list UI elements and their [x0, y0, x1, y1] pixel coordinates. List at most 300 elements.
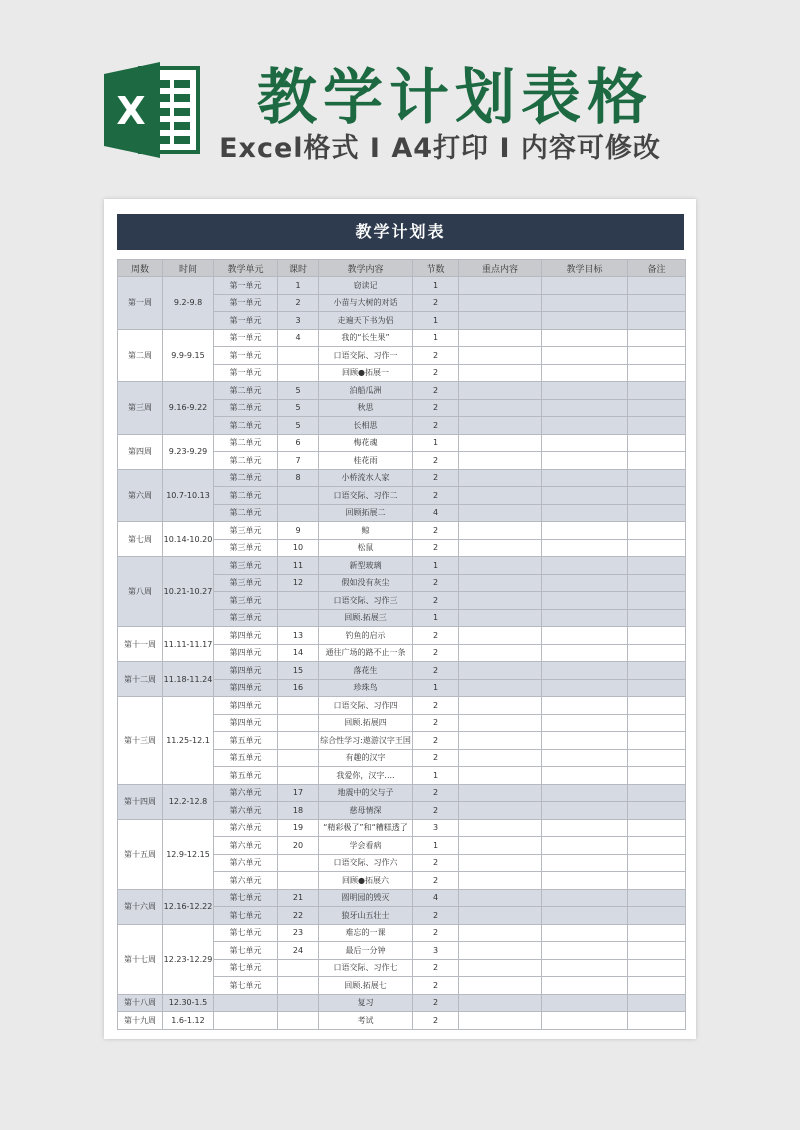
lesson-cell[interactable] — [278, 504, 319, 522]
remark-cell[interactable] — [628, 959, 686, 977]
count-cell[interactable]: 4 — [413, 504, 459, 522]
count-cell[interactable]: 2 — [413, 347, 459, 365]
content-cell[interactable]: 地震中的父与子 — [319, 784, 413, 802]
remark-cell[interactable] — [628, 784, 686, 802]
unit-cell[interactable]: 第六单元 — [214, 819, 278, 837]
count-cell[interactable]: 2 — [413, 732, 459, 750]
goal-cell[interactable] — [542, 592, 628, 610]
content-cell[interactable]: 小苗与大树的对话 — [319, 294, 413, 312]
remark-cell[interactable] — [628, 767, 686, 785]
unit-cell[interactable] — [214, 994, 278, 1012]
goal-cell[interactable] — [542, 732, 628, 750]
focus-cell[interactable] — [459, 679, 542, 697]
count-cell[interactable]: 2 — [413, 574, 459, 592]
goal-cell[interactable] — [542, 417, 628, 435]
goal-cell[interactable] — [542, 854, 628, 872]
content-cell[interactable]: 有趣的汉字 — [319, 749, 413, 767]
count-cell[interactable]: 2 — [413, 382, 459, 400]
content-cell[interactable]: 落花生 — [319, 662, 413, 680]
goal-cell[interactable] — [542, 872, 628, 890]
focus-cell[interactable] — [459, 434, 542, 452]
unit-cell[interactable]: 第四单元 — [214, 697, 278, 715]
count-cell[interactable]: 1 — [413, 434, 459, 452]
unit-cell[interactable]: 第七单元 — [214, 959, 278, 977]
count-cell[interactable]: 2 — [413, 539, 459, 557]
count-cell[interactable]: 2 — [413, 469, 459, 487]
content-cell[interactable]: “精彩极了”和“糟糕透了 — [319, 819, 413, 837]
content-cell[interactable]: 考试 — [319, 1012, 413, 1030]
goal-cell[interactable] — [542, 994, 628, 1012]
remark-cell[interactable] — [628, 977, 686, 995]
lesson-cell[interactable]: 2 — [278, 294, 319, 312]
remark-cell[interactable] — [628, 994, 686, 1012]
count-cell[interactable]: 2 — [413, 487, 459, 505]
content-cell[interactable]: 综合性学习:遨游汉字王国 — [319, 732, 413, 750]
goal-cell[interactable] — [542, 644, 628, 662]
unit-cell[interactable]: 第二单元 — [214, 452, 278, 470]
week-cell[interactable]: 第二周 — [118, 329, 163, 382]
content-cell[interactable]: 窃读记 — [319, 277, 413, 295]
remark-cell[interactable] — [628, 609, 686, 627]
content-cell[interactable]: 我爱你，汉字.... — [319, 767, 413, 785]
lesson-cell[interactable]: 4 — [278, 329, 319, 347]
unit-cell[interactable]: 第七单元 — [214, 907, 278, 925]
week-cell[interactable]: 第十四周 — [118, 784, 163, 819]
week-cell[interactable]: 第八周 — [118, 557, 163, 627]
focus-cell[interactable] — [459, 889, 542, 907]
lesson-cell[interactable]: 10 — [278, 539, 319, 557]
focus-cell[interactable] — [459, 959, 542, 977]
focus-cell[interactable] — [459, 994, 542, 1012]
focus-cell[interactable] — [459, 574, 542, 592]
unit-cell[interactable] — [214, 1012, 278, 1030]
unit-cell[interactable]: 第一单元 — [214, 312, 278, 330]
remark-cell[interactable] — [628, 294, 686, 312]
goal-cell[interactable] — [542, 924, 628, 942]
remark-cell[interactable] — [628, 469, 686, 487]
lesson-cell[interactable]: 6 — [278, 434, 319, 452]
focus-cell[interactable] — [459, 924, 542, 942]
unit-cell[interactable]: 第四单元 — [214, 662, 278, 680]
focus-cell[interactable] — [459, 277, 542, 295]
focus-cell[interactable] — [459, 417, 542, 435]
focus-cell[interactable] — [459, 522, 542, 540]
lesson-cell[interactable]: 23 — [278, 924, 319, 942]
lesson-cell[interactable] — [278, 959, 319, 977]
focus-cell[interactable] — [459, 872, 542, 890]
content-cell[interactable]: 最后一分钟 — [319, 942, 413, 960]
count-cell[interactable]: 2 — [413, 802, 459, 820]
time-cell[interactable]: 11.18-11.24 — [163, 662, 214, 697]
week-cell[interactable]: 第七周 — [118, 522, 163, 557]
unit-cell[interactable]: 第七单元 — [214, 977, 278, 995]
count-cell[interactable]: 2 — [413, 907, 459, 925]
remark-cell[interactable] — [628, 504, 686, 522]
count-cell[interactable]: 2 — [413, 749, 459, 767]
week-cell[interactable]: 第六周 — [118, 469, 163, 522]
goal-cell[interactable] — [542, 959, 628, 977]
content-cell[interactable]: 复习 — [319, 994, 413, 1012]
lesson-cell[interactable] — [278, 609, 319, 627]
focus-cell[interactable] — [459, 767, 542, 785]
time-cell[interactable]: 10.21-10.27 — [163, 557, 214, 627]
week-cell[interactable]: 第三周 — [118, 382, 163, 435]
focus-cell[interactable] — [459, 312, 542, 330]
count-cell[interactable]: 2 — [413, 697, 459, 715]
time-cell[interactable]: 10.7-10.13 — [163, 469, 214, 522]
lesson-cell[interactable] — [278, 977, 319, 995]
goal-cell[interactable] — [542, 662, 628, 680]
count-cell[interactable]: 1 — [413, 609, 459, 627]
focus-cell[interactable] — [459, 557, 542, 575]
remark-cell[interactable] — [628, 277, 686, 295]
week-cell[interactable]: 第十三周 — [118, 697, 163, 785]
remark-cell[interactable] — [628, 312, 686, 330]
focus-cell[interactable] — [459, 784, 542, 802]
goal-cell[interactable] — [542, 574, 628, 592]
unit-cell[interactable]: 第一单元 — [214, 364, 278, 382]
unit-cell[interactable]: 第三单元 — [214, 539, 278, 557]
unit-cell[interactable]: 第五单元 — [214, 767, 278, 785]
week-cell[interactable]: 第十二周 — [118, 662, 163, 697]
unit-cell[interactable]: 第六单元 — [214, 837, 278, 855]
count-cell[interactable]: 3 — [413, 819, 459, 837]
lesson-cell[interactable]: 8 — [278, 469, 319, 487]
time-cell[interactable]: 11.11-11.17 — [163, 627, 214, 662]
unit-cell[interactable]: 第七单元 — [214, 942, 278, 960]
goal-cell[interactable] — [542, 329, 628, 347]
focus-cell[interactable] — [459, 732, 542, 750]
unit-cell[interactable]: 第四单元 — [214, 627, 278, 645]
unit-cell[interactable]: 第二单元 — [214, 469, 278, 487]
remark-cell[interactable] — [628, 924, 686, 942]
focus-cell[interactable] — [459, 802, 542, 820]
lesson-cell[interactable] — [278, 714, 319, 732]
content-cell[interactable]: 我的“长生果” — [319, 329, 413, 347]
lesson-cell[interactable] — [278, 854, 319, 872]
remark-cell[interactable] — [628, 714, 686, 732]
unit-cell[interactable]: 第六单元 — [214, 872, 278, 890]
focus-cell[interactable] — [459, 697, 542, 715]
time-cell[interactable]: 9.16-9.22 — [163, 382, 214, 435]
count-cell[interactable]: 2 — [413, 977, 459, 995]
remark-cell[interactable] — [628, 749, 686, 767]
remark-cell[interactable] — [628, 382, 686, 400]
lesson-cell[interactable]: 24 — [278, 942, 319, 960]
unit-cell[interactable]: 第三单元 — [214, 522, 278, 540]
remark-cell[interactable] — [628, 837, 686, 855]
content-cell[interactable]: 慈母情深 — [319, 802, 413, 820]
count-cell[interactable]: 1 — [413, 837, 459, 855]
goal-cell[interactable] — [542, 837, 628, 855]
goal-cell[interactable] — [542, 819, 628, 837]
remark-cell[interactable] — [628, 872, 686, 890]
content-cell[interactable]: 长相思 — [319, 417, 413, 435]
count-cell[interactable]: 2 — [413, 959, 459, 977]
count-cell[interactable]: 1 — [413, 679, 459, 697]
content-cell[interactable]: 走遍天下书为侣 — [319, 312, 413, 330]
goal-cell[interactable] — [542, 487, 628, 505]
lesson-cell[interactable] — [278, 1012, 319, 1030]
lesson-cell[interactable] — [278, 732, 319, 750]
lesson-cell[interactable]: 13 — [278, 627, 319, 645]
remark-cell[interactable] — [628, 399, 686, 417]
week-cell[interactable]: 第十七周 — [118, 924, 163, 994]
unit-cell[interactable]: 第二单元 — [214, 487, 278, 505]
lesson-cell[interactable]: 5 — [278, 417, 319, 435]
remark-cell[interactable] — [628, 644, 686, 662]
lesson-cell[interactable]: 15 — [278, 662, 319, 680]
goal-cell[interactable] — [542, 784, 628, 802]
goal-cell[interactable] — [542, 294, 628, 312]
lesson-cell[interactable] — [278, 347, 319, 365]
count-cell[interactable]: 2 — [413, 417, 459, 435]
lesson-cell[interactable]: 9 — [278, 522, 319, 540]
goal-cell[interactable] — [542, 889, 628, 907]
count-cell[interactable]: 4 — [413, 889, 459, 907]
unit-cell[interactable]: 第四单元 — [214, 644, 278, 662]
time-cell[interactable]: 12.9-12.15 — [163, 819, 214, 889]
remark-cell[interactable] — [628, 854, 686, 872]
focus-cell[interactable] — [459, 469, 542, 487]
lesson-cell[interactable] — [278, 749, 319, 767]
goal-cell[interactable] — [542, 504, 628, 522]
goal-cell[interactable] — [542, 714, 628, 732]
goal-cell[interactable] — [542, 399, 628, 417]
time-cell[interactable]: 9.23-9.29 — [163, 434, 214, 469]
content-cell[interactable]: 通往广场的路不止一条 — [319, 644, 413, 662]
content-cell[interactable]: 新型玻璃 — [319, 557, 413, 575]
unit-cell[interactable]: 第六单元 — [214, 784, 278, 802]
remark-cell[interactable] — [628, 662, 686, 680]
remark-cell[interactable] — [628, 417, 686, 435]
week-cell[interactable]: 第十八周 — [118, 994, 163, 1012]
time-cell[interactable]: 10.14-10.20 — [163, 522, 214, 557]
count-cell[interactable]: 2 — [413, 994, 459, 1012]
lesson-cell[interactable]: 22 — [278, 907, 319, 925]
lesson-cell[interactable]: 20 — [278, 837, 319, 855]
focus-cell[interactable] — [459, 294, 542, 312]
unit-cell[interactable]: 第六单元 — [214, 854, 278, 872]
count-cell[interactable]: 2 — [413, 854, 459, 872]
remark-cell[interactable] — [628, 697, 686, 715]
week-cell[interactable]: 第十一周 — [118, 627, 163, 662]
goal-cell[interactable] — [542, 452, 628, 470]
content-cell[interactable]: 假如没有灰尘 — [319, 574, 413, 592]
focus-cell[interactable] — [459, 907, 542, 925]
goal-cell[interactable] — [542, 539, 628, 557]
unit-cell[interactable]: 第一单元 — [214, 329, 278, 347]
count-cell[interactable]: 2 — [413, 924, 459, 942]
remark-cell[interactable] — [628, 522, 686, 540]
unit-cell[interactable]: 第二单元 — [214, 382, 278, 400]
lesson-cell[interactable]: 12 — [278, 574, 319, 592]
focus-cell[interactable] — [459, 837, 542, 855]
lesson-cell[interactable]: 17 — [278, 784, 319, 802]
remark-cell[interactable] — [628, 487, 686, 505]
lesson-cell[interactable]: 7 — [278, 452, 319, 470]
week-cell[interactable]: 第十九周 — [118, 1012, 163, 1030]
count-cell[interactable]: 3 — [413, 942, 459, 960]
remark-cell[interactable] — [628, 434, 686, 452]
focus-cell[interactable] — [459, 399, 542, 417]
count-cell[interactable]: 2 — [413, 872, 459, 890]
content-cell[interactable]: 圆明园的毁灭 — [319, 889, 413, 907]
content-cell[interactable]: 泊船瓜洲 — [319, 382, 413, 400]
focus-cell[interactable] — [459, 382, 542, 400]
lesson-cell[interactable]: 11 — [278, 557, 319, 575]
content-cell[interactable]: 钓鱼的启示 — [319, 627, 413, 645]
remark-cell[interactable] — [628, 557, 686, 575]
content-cell[interactable]: 学会看病 — [319, 837, 413, 855]
remark-cell[interactable] — [628, 942, 686, 960]
time-cell[interactable]: 9.2-9.8 — [163, 277, 214, 330]
time-cell[interactable]: 1.6-1.12 — [163, 1012, 214, 1030]
content-cell[interactable]: 松鼠 — [319, 539, 413, 557]
focus-cell[interactable] — [459, 329, 542, 347]
lesson-cell[interactable] — [278, 767, 319, 785]
remark-cell[interactable] — [628, 732, 686, 750]
focus-cell[interactable] — [459, 452, 542, 470]
count-cell[interactable]: 2 — [413, 592, 459, 610]
time-cell[interactable]: 9.9-9.15 — [163, 329, 214, 382]
goal-cell[interactable] — [542, 679, 628, 697]
content-cell[interactable]: 回顾.拓展四 — [319, 714, 413, 732]
goal-cell[interactable] — [542, 942, 628, 960]
goal-cell[interactable] — [542, 312, 628, 330]
lesson-cell[interactable]: 3 — [278, 312, 319, 330]
time-cell[interactable]: 12.23-12.29 — [163, 924, 214, 994]
focus-cell[interactable] — [459, 487, 542, 505]
remark-cell[interactable] — [628, 539, 686, 557]
count-cell[interactable]: 2 — [413, 784, 459, 802]
unit-cell[interactable]: 第五单元 — [214, 732, 278, 750]
lesson-cell[interactable]: 21 — [278, 889, 319, 907]
week-cell[interactable]: 第十五周 — [118, 819, 163, 889]
unit-cell[interactable]: 第一单元 — [214, 294, 278, 312]
content-cell[interactable]: 回顾拓展二 — [319, 504, 413, 522]
time-cell[interactable]: 12.30-1.5 — [163, 994, 214, 1012]
count-cell[interactable]: 1 — [413, 277, 459, 295]
goal-cell[interactable] — [542, 1012, 628, 1030]
count-cell[interactable]: 2 — [413, 627, 459, 645]
unit-cell[interactable]: 第三单元 — [214, 592, 278, 610]
focus-cell[interactable] — [459, 1012, 542, 1030]
content-cell[interactable]: 口语交际、习作三 — [319, 592, 413, 610]
lesson-cell[interactable]: 19 — [278, 819, 319, 837]
content-cell[interactable]: 难忘的一课 — [319, 924, 413, 942]
remark-cell[interactable] — [628, 574, 686, 592]
goal-cell[interactable] — [542, 382, 628, 400]
count-cell[interactable]: 1 — [413, 312, 459, 330]
goal-cell[interactable] — [542, 469, 628, 487]
focus-cell[interactable] — [459, 942, 542, 960]
unit-cell[interactable]: 第五单元 — [214, 749, 278, 767]
focus-cell[interactable] — [459, 854, 542, 872]
goal-cell[interactable] — [542, 767, 628, 785]
count-cell[interactable]: 2 — [413, 522, 459, 540]
count-cell[interactable]: 2 — [413, 1012, 459, 1030]
remark-cell[interactable] — [628, 329, 686, 347]
goal-cell[interactable] — [542, 364, 628, 382]
goal-cell[interactable] — [542, 697, 628, 715]
lesson-cell[interactable] — [278, 487, 319, 505]
week-cell[interactable]: 第十六周 — [118, 889, 163, 924]
remark-cell[interactable] — [628, 889, 686, 907]
count-cell[interactable]: 2 — [413, 644, 459, 662]
time-cell[interactable]: 12.2-12.8 — [163, 784, 214, 819]
remark-cell[interactable] — [628, 347, 686, 365]
goal-cell[interactable] — [542, 347, 628, 365]
content-cell[interactable]: 小桥流水人家 — [319, 469, 413, 487]
count-cell[interactable]: 2 — [413, 662, 459, 680]
content-cell[interactable]: 珍珠鸟 — [319, 679, 413, 697]
unit-cell[interactable]: 第七单元 — [214, 889, 278, 907]
focus-cell[interactable] — [459, 627, 542, 645]
remark-cell[interactable] — [628, 679, 686, 697]
lesson-cell[interactable]: 5 — [278, 382, 319, 400]
goal-cell[interactable] — [542, 609, 628, 627]
content-cell[interactable]: 口语交际、习作一 — [319, 347, 413, 365]
focus-cell[interactable] — [459, 592, 542, 610]
goal-cell[interactable] — [542, 434, 628, 452]
goal-cell[interactable] — [542, 977, 628, 995]
lesson-cell[interactable]: 18 — [278, 802, 319, 820]
count-cell[interactable]: 2 — [413, 714, 459, 732]
goal-cell[interactable] — [542, 522, 628, 540]
count-cell[interactable]: 2 — [413, 452, 459, 470]
count-cell[interactable]: 2 — [413, 364, 459, 382]
focus-cell[interactable] — [459, 364, 542, 382]
unit-cell[interactable]: 第六单元 — [214, 802, 278, 820]
focus-cell[interactable] — [459, 977, 542, 995]
count-cell[interactable]: 1 — [413, 767, 459, 785]
remark-cell[interactable] — [628, 592, 686, 610]
lesson-cell[interactable]: 14 — [278, 644, 319, 662]
unit-cell[interactable]: 第二单元 — [214, 399, 278, 417]
content-cell[interactable]: 口语交际、习作二 — [319, 487, 413, 505]
unit-cell[interactable]: 第三单元 — [214, 574, 278, 592]
content-cell[interactable]: 梅花魂 — [319, 434, 413, 452]
unit-cell[interactable]: 第三单元 — [214, 609, 278, 627]
remark-cell[interactable] — [628, 819, 686, 837]
unit-cell[interactable]: 第二单元 — [214, 434, 278, 452]
week-cell[interactable]: 第一周 — [118, 277, 163, 330]
remark-cell[interactable] — [628, 1012, 686, 1030]
unit-cell[interactable]: 第七单元 — [214, 924, 278, 942]
focus-cell[interactable] — [459, 749, 542, 767]
content-cell[interactable]: 回顾●拓展六 — [319, 872, 413, 890]
unit-cell[interactable]: 第二单元 — [214, 504, 278, 522]
focus-cell[interactable] — [459, 714, 542, 732]
focus-cell[interactable] — [459, 819, 542, 837]
lesson-cell[interactable] — [278, 592, 319, 610]
lesson-cell[interactable] — [278, 994, 319, 1012]
remark-cell[interactable] — [628, 627, 686, 645]
content-cell[interactable]: 回顾●拓展一 — [319, 364, 413, 382]
unit-cell[interactable]: 第一单元 — [214, 347, 278, 365]
remark-cell[interactable] — [628, 452, 686, 470]
goal-cell[interactable] — [542, 277, 628, 295]
content-cell[interactable]: 鲸 — [319, 522, 413, 540]
count-cell[interactable]: 1 — [413, 329, 459, 347]
lesson-cell[interactable]: 1 — [278, 277, 319, 295]
focus-cell[interactable] — [459, 347, 542, 365]
lesson-cell[interactable] — [278, 697, 319, 715]
week-cell[interactable]: 第四周 — [118, 434, 163, 469]
content-cell[interactable]: 狼牙山五壮士 — [319, 907, 413, 925]
content-cell[interactable]: 口语交际、习作七 — [319, 959, 413, 977]
